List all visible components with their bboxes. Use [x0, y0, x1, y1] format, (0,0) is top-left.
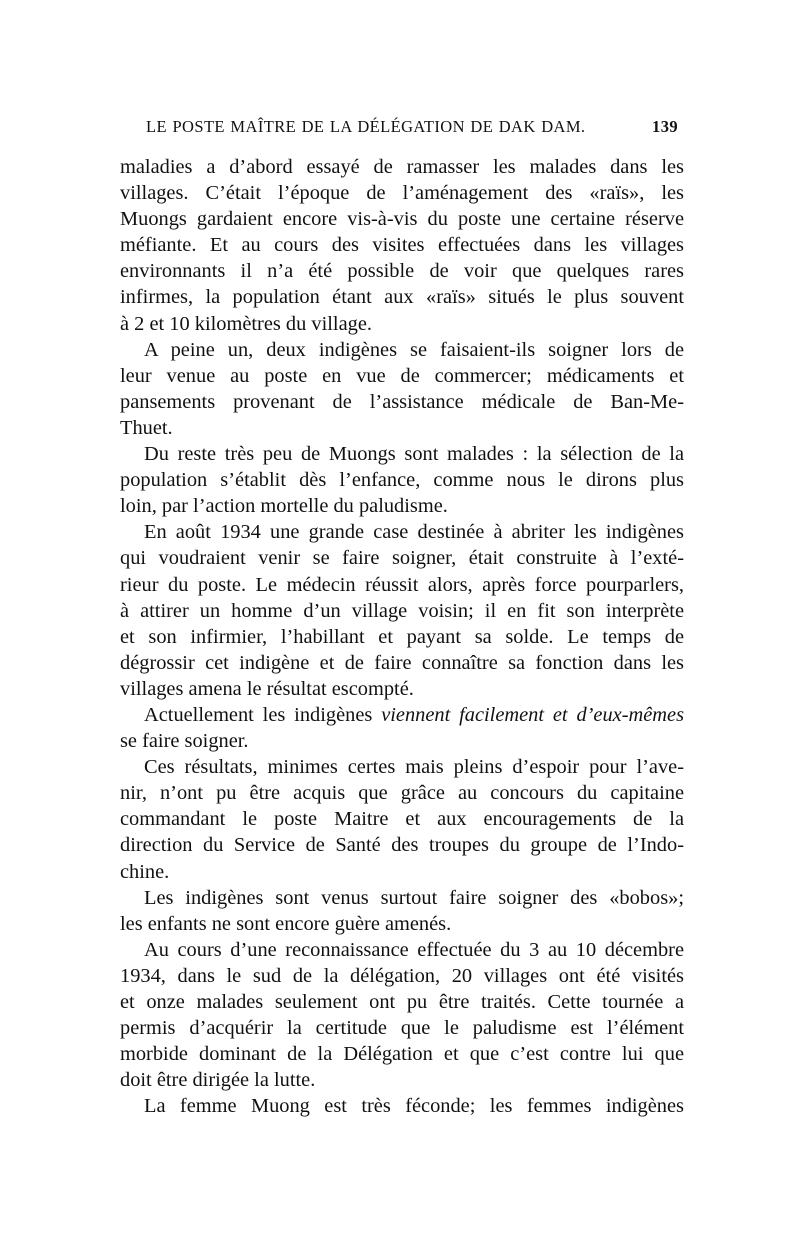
text-line: La femme Muong est très féconde; les femmes indigènes — [144, 1095, 684, 1118]
text-line: Ces résultats, minimes certes mais pleins d’espoir pour l’ave- — [144, 756, 684, 779]
text-line: 1934, dans le sud de la délégation, 20 villages ont été visités — [120, 964, 684, 987]
text-line: environnants il n’a été possible de voir que quelques rares — [120, 260, 684, 283]
text-line: infirmes, la population étant aux «raïs» situés le plus souvent — [120, 286, 684, 309]
text-line: population s’établit dès l’enfance, comme nous le dirons plus — [120, 469, 684, 492]
text-line: permis d’acquérir la certitude que le paludisme est l’élément — [120, 1017, 684, 1040]
text-line: à 2 et 10 kilomètres du village. — [120, 312, 372, 335]
text-line: les enfants ne sont encore guère amenés. — [120, 912, 452, 935]
text-line: doit être dirigée la lutte. — [120, 1069, 316, 1092]
text-line: Muongs gardaient encore vis-à-vis du poste une certaine réserve — [120, 208, 684, 231]
text-line: pansements provenant de l’assistance médicale de Ban-Me- — [120, 390, 684, 413]
text-line: Au cours d’une reconnaissance effectuée du 3 au 10 décembre — [144, 938, 684, 961]
text-line: chine. — [120, 860, 170, 883]
running-header — [146, 117, 676, 137]
text-line: morbide dominant de la Délégation et que c’est contre lui que — [120, 1043, 684, 1066]
running-header-title: LE POSTE MAÎTRE DE LA DÉLÉGATION DE DAK DAM. — [146, 117, 586, 136]
text-line: leur venue au poste en vue de commercer; médicaments et — [120, 364, 684, 387]
body-text — [120, 154, 684, 1119]
text-line: dégrossir cet indigène et de faire connaître sa fonction dans les — [120, 651, 684, 674]
text-line: méfiante. Et au cours des visites effectuées dans les villages — [120, 234, 684, 257]
text-line: et onze malades seulement ont pu être traités. Cette tournée a — [120, 991, 684, 1013]
text-line: Thuet. — [120, 416, 173, 439]
text-line: Les indigènes sont venus surtout faire soigner des «bobos»; — [144, 886, 684, 909]
text-line: maladies a d’abord essayé de ramasser les malades dans les — [120, 156, 684, 178]
text-line-italic: viennent facilement et d’eux-mêmes — [381, 703, 684, 726]
text-line-roman: Actuellement les indigènes — [144, 703, 382, 726]
text-line: se faire soigner. — [120, 730, 249, 753]
text-line: qui voudraient venir se faire soigner, était construite à l’exté- — [120, 547, 684, 570]
text-line: A peine un, deux indigènes se faisaient-ils soigner lors de — [144, 338, 684, 361]
text-line: à attirer un homme d’un village voisin; il en fit son interprète — [120, 599, 684, 622]
text-line: villages. C’était l’époque de l’aménagement des «raïs», les — [120, 182, 684, 205]
text-line: Du reste très peu de Muongs sont malades : la sélection de la — [144, 443, 684, 466]
text-line: rieur du poste. Le médecin réussit alors, après force pourparlers, — [120, 573, 684, 596]
text-line: et son infirmier, l’habillant et payant sa solde. Le temps de — [120, 625, 684, 648]
text-line — [120, 702, 684, 728]
text-line: direction du Service de Santé des troupes du groupe de l’Indo- — [120, 834, 684, 857]
page-number: 139 — [652, 117, 678, 136]
text-line: En août 1934 une grande case destinée à abriter les indigènes — [144, 521, 684, 544]
text-line: nir, n’ont pu être acquis que grâce au concours du capitaine — [120, 782, 684, 805]
text-line: commandant le poste Maitre et aux encouragements de la — [120, 808, 684, 831]
text-line: loin, par l’action mortelle du paludisme. — [120, 495, 448, 518]
text-line: villages amena le résultat escompté. — [120, 677, 414, 700]
